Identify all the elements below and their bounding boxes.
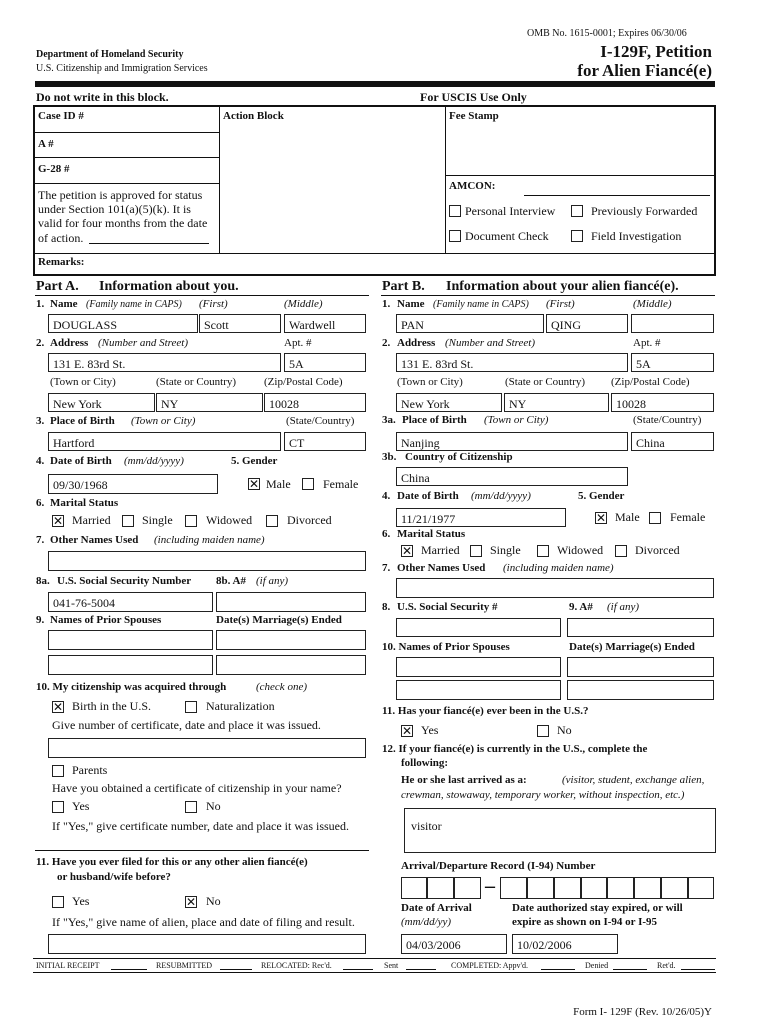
b-q1-middle-hint: (Middle) — [633, 298, 672, 310]
initial-receipt-line — [111, 969, 147, 970]
b-q3b-num: 3b. — [382, 451, 397, 463]
b-expired-label-2: expire as shown on I-94 or I-95 — [512, 916, 658, 928]
a-birth-town-field[interactable]: Hartford — [48, 432, 281, 451]
uscis-fee-divider — [445, 175, 716, 176]
a-filed-no-label: No — [206, 894, 221, 908]
agency: U.S. Citizenship and Immigration Services — [36, 63, 208, 74]
b-q3a-label: Place of Birth — [402, 414, 467, 426]
a-q4-label: Date of Birth — [50, 455, 112, 467]
a-married-checkbox[interactable]: ✕ — [53, 514, 64, 528]
b-arrival-label: Date of Arrival — [401, 902, 472, 914]
b-birth-town-field[interactable]: Nanjing — [396, 432, 628, 451]
b-town-label: (Town or City) — [397, 376, 463, 388]
b-q3b-label: Country of Citizenship — [405, 451, 513, 463]
b-i94-digit[interactable] — [554, 877, 581, 899]
b-q7-num: 7. — [382, 562, 391, 574]
a-q8a-label: U.S. Social Security Number — [57, 575, 192, 587]
a-q10-hint: (check one) — [256, 681, 307, 693]
amcon-label: AMCON: — [449, 180, 496, 192]
b-first-name-field[interactable]: QING — [546, 314, 628, 333]
initial-receipt-label: INITIAL RECEIPT — [36, 961, 100, 970]
a-single-label: Single — [142, 513, 173, 527]
a-first-name-field[interactable]: Scott — [199, 314, 281, 333]
header-rule — [35, 81, 715, 87]
form-title: I-129F, Petition — [600, 42, 712, 61]
b-q12-arrived-label: He or she last arrived as a: — [401, 774, 527, 786]
previously-forwarded-checkbox[interactable] — [571, 205, 583, 217]
returned-line — [681, 969, 715, 970]
a-q2-hint: (Number and Street) — [98, 337, 189, 349]
b-prior-spouse-field[interactable] — [396, 657, 561, 677]
a-other-names-field[interactable] — [48, 551, 366, 571]
b-widowed-label: Widowed — [557, 543, 604, 557]
returned-label: Ret'd. — [657, 961, 676, 970]
completed-label: COMPLETED: Appv'd. — [451, 961, 528, 970]
fee-stamp-label: Fee Stamp — [449, 110, 499, 122]
b-q6-num: 6. — [382, 528, 391, 540]
a-q3-num: 3. — [36, 415, 45, 427]
b-i94-digit[interactable] — [427, 877, 454, 899]
b-i94-dash: – — [485, 875, 495, 897]
b-q3a-hint: (Town or City) — [484, 414, 549, 426]
a-prior-filing-field[interactable] — [48, 934, 366, 954]
a-anumber-field[interactable] — [216, 592, 366, 612]
a-birth-us-label: Birth in the U.S. — [72, 699, 152, 713]
b-q11-label: 11. Has your fiancé(e) ever been in the U.S.? — [382, 705, 589, 717]
a-q5-label: 5. Gender — [231, 455, 278, 467]
a-q8b-label: 8b. A# — [216, 575, 246, 587]
approved-text: under Section 101(a)(5)(k). It is — [38, 202, 191, 216]
form-subtitle: for Alien Fiancé(e) — [577, 61, 712, 80]
b-been-yes-label: Yes — [421, 723, 439, 737]
a-prior-spouse-field[interactable] — [48, 655, 213, 675]
a-birth-state-field[interactable]: CT — [284, 432, 366, 451]
b-state-label: (State or Country) — [505, 376, 586, 388]
a-q11-label-2: or husband/wife before? — [57, 871, 171, 883]
a-q3-label: Place of Birth — [50, 415, 115, 427]
a-divorced-checkbox[interactable] — [266, 515, 278, 527]
a-naturalization-label: Naturalization — [206, 699, 275, 713]
field-investigation-checkbox[interactable] — [571, 230, 583, 242]
a-zip-field[interactable]: 10028 — [264, 393, 366, 412]
b-q1-num: 1. — [382, 298, 391, 310]
a-q8b-hint: (if any) — [256, 575, 289, 587]
resubmitted-label: RESUBMITTED — [156, 961, 212, 970]
b-street-field[interactable]: 131 E. 83rd St. — [396, 353, 628, 372]
a-have-cert-text: Have you obtained a certificate of citizenship in your name? — [52, 781, 342, 795]
b-divorced-label: Divorced — [635, 543, 680, 557]
b-i94-digit[interactable] — [661, 877, 688, 899]
uscis-use-only: For USCIS Use Only — [420, 90, 527, 104]
a-filed-no-checkbox[interactable]: ✕ — [186, 895, 197, 909]
b-prior-spouse-field[interactable] — [396, 680, 561, 700]
uscis-divider — [33, 253, 716, 254]
a-q3-hint: (Town or City) — [131, 415, 196, 427]
b-q2-label: Address — [397, 337, 436, 349]
department: Department of Homeland Security — [36, 49, 184, 60]
b-i94-digit[interactable] — [454, 877, 481, 899]
sent-label: Sent — [384, 961, 399, 970]
b-birth-country-field[interactable]: China — [631, 432, 714, 451]
b-zip-label: (Zip/Postal Code) — [611, 376, 690, 388]
a-q10-label: 10. My citizenship was acquired through — [36, 681, 227, 693]
part-a-divider — [35, 850, 369, 851]
uscis-row3 — [33, 183, 219, 184]
b-been-no-checkbox[interactable] — [537, 725, 549, 737]
part-a-rule — [35, 295, 369, 296]
a-cert-no-label: No — [206, 799, 221, 813]
previously-forwarded-label: Previously Forwarded — [591, 204, 698, 218]
b-been-yes-checkbox[interactable]: ✕ — [402, 724, 413, 738]
b-q7-label: Other Names Used — [397, 562, 486, 574]
a-widowed-checkbox[interactable] — [185, 515, 197, 527]
a-state-field[interactable]: NY — [156, 393, 263, 412]
b-q10-dates-label: Date(s) Marriage(s) Ended — [569, 641, 695, 653]
a-number-label: A # — [38, 138, 54, 150]
b-i94-digit[interactable] — [527, 877, 554, 899]
b-i94-digit[interactable] — [634, 877, 661, 899]
b-q12-arrived-hint: (visitor, student, exchange alien, — [562, 774, 705, 786]
b-q5-label: 5. Gender — [578, 490, 625, 502]
b-apt-label: Apt. # — [633, 337, 661, 349]
a-q11-label: 11. Have you ever filed for this or any other alien fiancé(e) — [36, 856, 308, 868]
b-i94-digit[interactable] — [500, 877, 527, 899]
b-q2-hint: (Number and Street) — [445, 337, 536, 349]
a-ssn-field[interactable]: 041-76-5004 — [48, 592, 213, 612]
b-q4-num: 4. — [382, 490, 391, 502]
a-q9-dates-label: Date(s) Marriage(s) Ended — [216, 614, 342, 626]
b-divorced-checkbox[interactable] — [615, 545, 627, 557]
b-q6-label: Marital Status — [397, 528, 466, 540]
a-married-label: Married — [72, 513, 111, 527]
do-not-write: Do not write in this block. — [36, 90, 169, 104]
b-town-field[interactable]: New York — [396, 393, 502, 412]
b-dob-field[interactable]: 11/21/1977 — [396, 508, 566, 527]
a-q6-num: 6. — [36, 497, 45, 509]
approved-text: The petition is approved for status — [38, 188, 203, 202]
field-investigation-label: Field Investigation — [591, 229, 682, 243]
action-date-line[interactable] — [89, 243, 209, 244]
b-apt-field[interactable]: 5A — [631, 353, 714, 372]
a-q6-label: Marital Status — [50, 497, 119, 509]
b-q1-family-hint: (Family name in CAPS) — [433, 299, 529, 310]
omb-number: OMB No. 1615-0001; Expires 06/30/06 — [527, 28, 687, 39]
b-q9-hint: (if any) — [607, 601, 640, 613]
b-male-label: Male — [615, 510, 640, 524]
a-parents-checkbox[interactable] — [52, 765, 64, 777]
footer-rule — [33, 972, 716, 973]
uscis-row1 — [33, 132, 219, 133]
a-female-label: Female — [323, 477, 359, 491]
a-town-field[interactable]: New York — [48, 393, 155, 412]
b-i94-digit[interactable] — [581, 877, 607, 899]
a-male-checkbox[interactable]: ✕ — [249, 477, 260, 491]
approved-text: valid for four months from the date — [38, 216, 208, 230]
b-q1-label: Name — [397, 298, 425, 310]
b-q3a-state-label: (State/Country) — [633, 414, 702, 426]
b-male-checkbox[interactable]: ✕ — [596, 511, 607, 525]
b-expired-date-field[interactable]: 10/02/2006 — [512, 934, 618, 954]
a-q1-family-hint: (Family name in CAPS) — [86, 299, 182, 310]
b-q2-num: 2. — [382, 337, 391, 349]
b-been-no-label: No — [557, 723, 572, 737]
uscis-col2 — [445, 105, 446, 253]
completed-line — [541, 969, 575, 970]
a-q1-first-hint: (First) — [199, 298, 228, 310]
a-marriage-ended-field[interactable] — [216, 655, 366, 675]
a-if-yes-cert-text: If "Yes," give certificate number, date and place it was issued. — [52, 819, 349, 833]
b-married-label: Married — [421, 543, 460, 557]
a-if-yes-alien-text: If "Yes," give name of alien, place and date of filing and result. — [52, 915, 355, 929]
part-a-title: Information about you. — [99, 279, 239, 294]
a-q7-hint: (including maiden name) — [154, 534, 265, 546]
relocated-line — [343, 969, 373, 970]
b-arrival-date-field[interactable]: 04/03/2006 — [401, 934, 507, 954]
action-block-label: Action Block — [223, 110, 284, 122]
part-b-heading: Part B. — [382, 279, 425, 294]
b-q12-arrived-hint-2: crewman, stowaway, temporary worker, without inspection, etc.) — [401, 789, 685, 801]
a-dob-field[interactable]: 09/30/1968 — [48, 474, 218, 494]
a-birth-us-checkbox[interactable]: ✕ — [53, 700, 64, 714]
a-widowed-label: Widowed — [206, 513, 253, 527]
a-single-checkbox[interactable] — [122, 515, 134, 527]
b-arrival-hint: (mm/dd/yy) — [401, 916, 452, 928]
b-q1-first-hint: (First) — [546, 298, 575, 310]
a-q1-num: 1. — [36, 298, 45, 310]
b-q3a-num: 3a. — [382, 414, 396, 426]
a-q8a-num: 8a. — [36, 575, 50, 587]
a-state-label: (State or Country) — [156, 376, 237, 388]
a-town-label: (Town or City) — [50, 376, 116, 388]
a-street-field[interactable]: 131 E. 83rd St. — [48, 353, 281, 372]
a-q2-num: 2. — [36, 337, 45, 349]
a-q3-state-label: (State/Country) — [286, 415, 355, 427]
document-check-label: Document Check — [465, 229, 549, 243]
uscis-row2 — [33, 157, 219, 158]
b-married-checkbox[interactable]: ✕ — [402, 544, 413, 558]
b-single-checkbox[interactable] — [470, 545, 482, 557]
document-check-checkbox[interactable] — [449, 230, 461, 242]
a-q1-middle-hint: (Middle) — [284, 298, 323, 310]
a-male-label: Male — [266, 477, 291, 491]
amcon-line[interactable] — [524, 195, 710, 196]
approved-text: of action. — [38, 231, 84, 245]
b-q4-hint: (mm/dd/yyyy) — [471, 490, 531, 502]
b-arrived-as-field[interactable]: visitor — [404, 808, 716, 853]
part-a-heading: Part A. — [36, 279, 79, 294]
a-apt-field[interactable]: 5A — [284, 353, 366, 372]
denied-label: Denied — [585, 961, 609, 970]
a-apt-label: Apt. # — [284, 337, 312, 349]
a-parents-label: Parents — [72, 763, 108, 777]
a-cert-yes-checkbox[interactable] — [52, 801, 64, 813]
b-citizenship-field[interactable]: China — [396, 467, 628, 486]
uscis-col1 — [219, 105, 220, 253]
b-female-label: Female — [670, 510, 706, 524]
sent-line — [406, 969, 436, 970]
b-q12-label-2: following: — [401, 757, 449, 769]
a-q4-num: 4. — [36, 455, 45, 467]
a-q9-num: 9. — [36, 614, 45, 626]
b-q4-label: Date of Birth — [397, 490, 459, 502]
b-q7-hint: (including maiden name) — [503, 562, 614, 574]
b-other-names-field[interactable] — [396, 578, 714, 598]
a-family-name-field[interactable]: DOUGLASS — [48, 314, 198, 333]
b-middle-name-field[interactable] — [631, 314, 714, 333]
resubmitted-line — [220, 969, 252, 970]
a-q9-label: Names of Prior Spouses — [50, 614, 162, 626]
a-filed-yes-label: Yes — [72, 894, 90, 908]
a-female-checkbox[interactable] — [302, 478, 314, 490]
b-i94-digit[interactable] — [607, 877, 634, 899]
form-revision: Form I- 129F (Rev. 10/26/05)Y — [573, 1006, 712, 1018]
a-prior-spouse-field[interactable] — [48, 630, 213, 650]
a-divorced-label: Divorced — [287, 513, 332, 527]
a-cert-yes-label: Yes — [72, 799, 90, 813]
personal-interview-label: Personal Interview — [465, 204, 556, 218]
b-ssn-field[interactable] — [396, 618, 561, 637]
b-family-name-field[interactable]: PAN — [396, 314, 544, 333]
personal-interview-checkbox[interactable] — [449, 205, 461, 217]
a-marriage-ended-field[interactable] — [216, 630, 366, 650]
a-give-number-text: Give number of certificate, date and place it was issued. — [52, 718, 321, 732]
relocated-label: RELOCATED: Rec'd. — [261, 961, 332, 970]
b-marriage-ended-field[interactable] — [567, 657, 714, 677]
b-q10-label: 10. Names of Prior Spouses — [382, 641, 510, 653]
a-zip-label: (Zip/Postal Code) — [264, 376, 343, 388]
b-state-field[interactable]: NY — [504, 393, 609, 412]
b-female-checkbox[interactable] — [649, 512, 661, 524]
case-id-label: Case ID # — [38, 110, 84, 122]
b-q8-label: U.S. Social Security # — [397, 601, 498, 613]
b-q12-label: 12. If your fiancé(e) is currently in the U.S., complete the — [382, 743, 648, 755]
a-naturalization-checkbox[interactable] — [185, 701, 197, 713]
b-single-label: Single — [490, 543, 521, 557]
part-b-rule — [381, 295, 715, 296]
a-q2-label: Address — [50, 337, 89, 349]
denied-line — [613, 969, 647, 970]
a-q7-num: 7. — [36, 534, 45, 546]
b-q8-num: 8. — [382, 601, 391, 613]
b-i94-digit[interactable] — [401, 877, 427, 899]
footer-rule — [33, 958, 716, 959]
part-b-title: Information about your alien fiancé(e). — [446, 279, 679, 294]
b-marriage-ended-field[interactable] — [567, 680, 714, 700]
b-zip-field[interactable]: 10028 — [611, 393, 714, 412]
a-q4-hint: (mm/dd/yyyy) — [124, 455, 184, 467]
b-expired-label: Date authorized stay expired, or will — [512, 902, 683, 914]
b-i94-digit[interactable] — [688, 877, 714, 899]
b-i94-label: Arrival/Departure Record (I-94) Number — [401, 860, 596, 872]
remarks-label: Remarks: — [38, 256, 85, 268]
b-q9-label: 9. A# — [569, 601, 593, 613]
a-certificate-field[interactable] — [48, 738, 366, 758]
a-q7-label: Other Names Used — [50, 534, 139, 546]
a-cert-no-checkbox[interactable] — [185, 801, 197, 813]
a-filed-yes-checkbox[interactable] — [52, 896, 64, 908]
a-q1-label: Name — [50, 298, 78, 310]
b-widowed-checkbox[interactable] — [537, 545, 549, 557]
g28-label: G-28 # — [38, 163, 70, 175]
b-anumber-field[interactable] — [567, 618, 714, 637]
a-middle-name-field[interactable]: Wardwell — [284, 314, 366, 333]
